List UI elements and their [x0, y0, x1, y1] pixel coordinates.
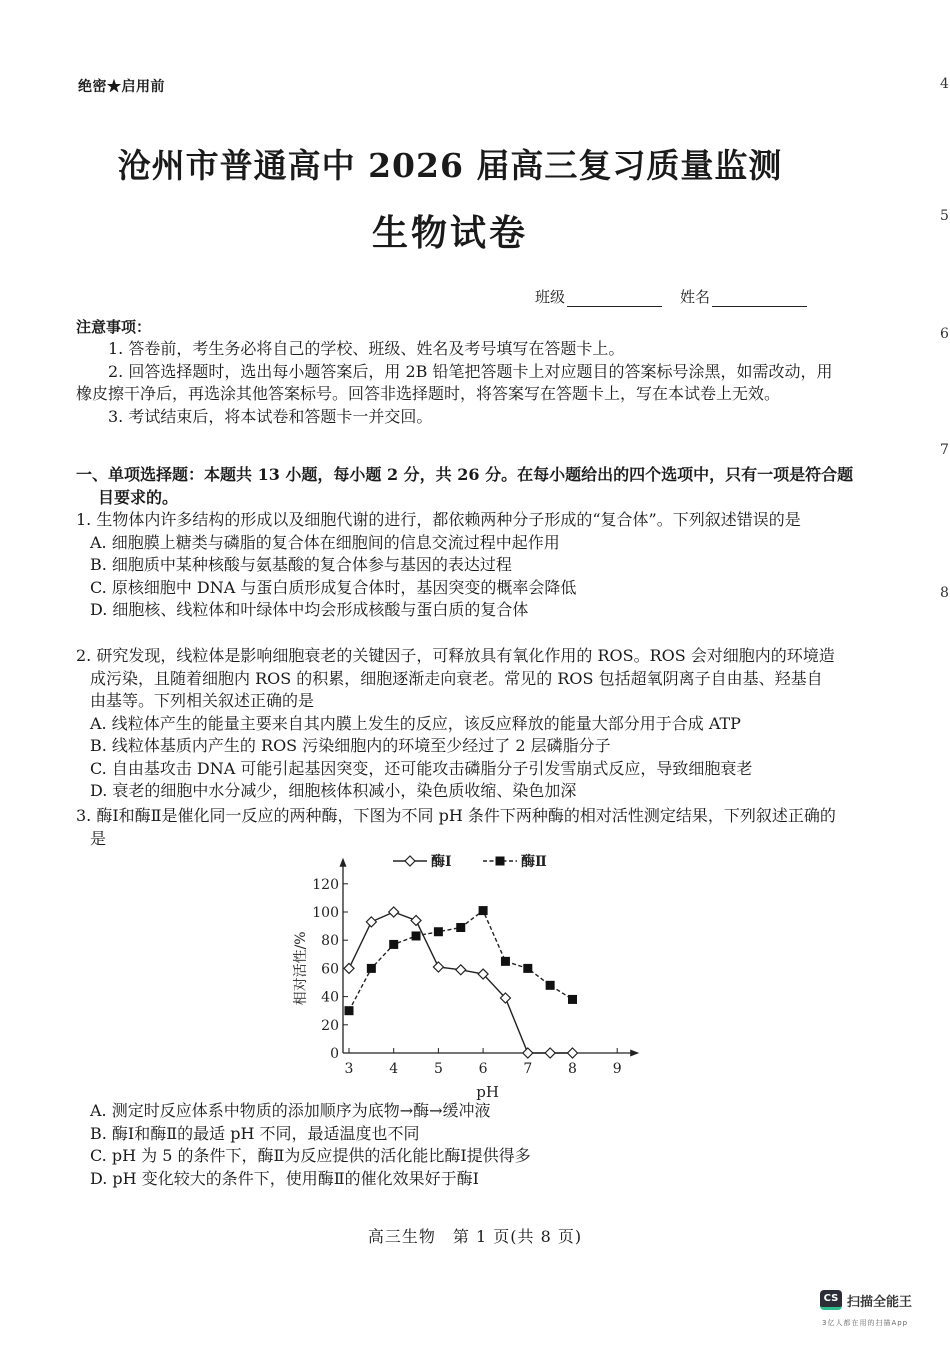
margin-number: 5	[940, 208, 949, 224]
question-3-stem-block	[76, 805, 836, 850]
y-tick-label: 0	[330, 1046, 339, 1062]
square-marker-icon	[434, 927, 443, 936]
x-axis-label: pH	[476, 1083, 499, 1101]
margin-number: 4	[940, 76, 949, 92]
y-tick-label: 100	[312, 905, 339, 921]
section-heading: 一、单项选择题：本题共 13 小题，每小题 2 分，共 26 分。在每小题给出的四个选项中，只有一项是符合题目要求的。	[76, 465, 854, 507]
option-a: A. 线粒体产生的能量主要来自其内膜上发生的反应，该反应释放的能量大部分用于合成 ATP	[90, 713, 741, 733]
scanner-watermark	[820, 1290, 912, 1310]
option-c: C. 原核细胞中 DNA 与蛋白质形成复合体时，基因突变的概率会降低	[90, 577, 577, 597]
square-marker-icon	[345, 1006, 354, 1015]
class-blank	[567, 290, 662, 307]
y-tick-label: 80	[321, 933, 339, 950]
diamond-marker-icon	[366, 917, 376, 927]
class-field	[535, 286, 662, 307]
note-item: 1. 答卷前，考生务必将自己的学校、班级、姓名及考号填写在答题卡上。	[108, 339, 625, 358]
diamond-marker-icon	[456, 965, 466, 975]
square-marker-icon	[546, 981, 555, 990]
notes-list	[76, 338, 836, 428]
camscanner-logo-icon: CS	[820, 1290, 842, 1310]
x-tick-label: 8	[568, 1061, 577, 1077]
option-d: D. pH 变化较大的条件下，使用酶Ⅱ的催化效果好于酶Ⅰ	[90, 1168, 479, 1188]
y-tick-label: 20	[321, 1017, 339, 1034]
square-marker-icon	[523, 964, 532, 973]
x-tick-label: 9	[612, 1061, 622, 1077]
note-item: 2. 回答选择题时，选出每小题答案后，用 2B 铅笔把答题卡上对应题目的答案标号涂黑，如需改动，用橡皮擦干净后，再选涂其他答案标号。回答非选择题时，将答案写在答题卡上，写在本试卷上无效。	[76, 361, 833, 403]
option-a: A. 细胞膜上糖类与磷脂的复合体在细胞间的信息交流过程中起作用	[90, 532, 560, 552]
option-c: C. pH 为 5 的条件下，酶Ⅱ为反应提供的活化能比酶Ⅰ提供得多	[90, 1146, 531, 1165]
option-b: B. 细胞质中某种核酸与氨基酸的复合体参与基因的表达过程	[90, 555, 512, 574]
option-d: D. 细胞核、线粒体和叶绿体中均会形成核酸与蛋白质的复合体	[90, 600, 529, 619]
question-2	[76, 645, 836, 803]
square-marker-icon	[501, 957, 510, 966]
class-label: 班级	[535, 288, 566, 306]
x-tick-label: 5	[433, 1061, 443, 1077]
y-tick-label: 120	[312, 876, 339, 893]
square-marker-icon	[496, 857, 505, 866]
confidential-label: 绝密★启用前	[78, 79, 165, 95]
x-tick-label: 3	[344, 1061, 354, 1077]
diamond-marker-icon	[405, 856, 415, 866]
option-b: B. 酶Ⅰ和酶Ⅱ的最适 pH 不同，最适温度也不同	[90, 1123, 420, 1143]
square-marker-icon	[568, 995, 577, 1004]
y-tick-label: 40	[321, 989, 339, 1006]
square-marker-icon	[389, 940, 398, 949]
page-footer: 高三生物 第 1 页(共 8 页)	[367, 1227, 583, 1246]
x-tick-label: 7	[523, 1061, 533, 1077]
option-b: B. 线粒体基质内产生的 ROS 污染细胞内的环境至少经过了 2 层磷脂分子	[90, 736, 611, 755]
chart-svg	[285, 845, 665, 1105]
question-stem: 1. 生物体内许多结构的形成以及细胞代谢的进行，都依赖两种分子形成的“复合体”。下列叙述错误的是	[76, 510, 801, 529]
watermark-tagline: 3亿人都在用的扫描App	[822, 1319, 909, 1327]
y-tick-label: 60	[321, 961, 339, 978]
diamond-marker-icon	[568, 1048, 578, 1058]
margin-number: 8	[940, 585, 949, 601]
exam-title: 沧州市普通高中 2026 届高三复习质量监测	[117, 146, 783, 185]
note-item: 3. 考试结束后，将本试卷和答题卡一并交回。	[108, 406, 433, 426]
square-marker-icon	[367, 964, 376, 973]
diamond-marker-icon	[411, 915, 421, 925]
option-a: A. 测定时反应体系中物质的添加顺序为底物→酶→缓冲液	[90, 1101, 491, 1120]
series-line	[349, 912, 573, 1053]
watermark-name: 扫描全能王	[847, 1294, 913, 1310]
name-blank	[712, 290, 807, 307]
diamond-marker-icon	[433, 962, 443, 972]
legend-label: 酶Ⅱ	[521, 854, 547, 870]
diamond-marker-icon	[389, 907, 399, 917]
question-3-options	[76, 1100, 836, 1190]
diamond-marker-icon	[545, 1048, 555, 1058]
question-stem: 2. 研究发现，线粒体是影响细胞衰老的关键因子，可释放具有氧化作用的 ROS。ROS 会对细胞内的环境造成污染，且随着细胞内 ROS 的积累，细胞逐渐走向衰老。常见的 ROS 包括超氧阴离子自由基、羟基自由基等。下列相关叙述正确的是	[76, 646, 835, 710]
question-stem: 3. 酶Ⅰ和酶Ⅱ是催化同一反应的两种酶，下图为不同 pH 条件下两种酶的相对活性测定结果，下列叙述正确的是	[76, 806, 836, 848]
name-field	[680, 286, 807, 307]
square-marker-icon	[456, 923, 465, 932]
margin-number: 7	[940, 442, 949, 458]
name-label: 姓名	[680, 288, 711, 306]
x-tick-label: 6	[478, 1061, 488, 1077]
option-d: D. 衰老的细胞中水分减少，细胞核体积减小，染色质收缩、染色加深	[90, 781, 577, 800]
x-axis-arrow-icon	[630, 1050, 639, 1057]
x-tick-label: 4	[389, 1061, 399, 1077]
y-axis-arrow-icon	[340, 858, 347, 867]
exam-subtitle: 生物试卷	[371, 212, 528, 254]
margin-number: 6	[940, 326, 949, 342]
square-marker-icon	[479, 906, 488, 915]
option-c: C. 自由基攻击 DNA 可能引起基因突变，还可能攻击磷脂分子引发雪崩式反应，导致细胞衰老	[90, 758, 753, 778]
diamond-marker-icon	[523, 1048, 533, 1058]
legend-label: 酶Ⅰ	[431, 854, 452, 870]
enzyme-activity-chart	[285, 845, 665, 1109]
square-marker-icon	[412, 931, 421, 940]
question-1	[76, 509, 836, 622]
notes-title: 注意事项：	[76, 318, 152, 336]
diamond-marker-icon	[344, 963, 354, 973]
y-axis-label: 相对活性/%	[293, 931, 309, 1006]
student-info-fields	[535, 286, 807, 307]
